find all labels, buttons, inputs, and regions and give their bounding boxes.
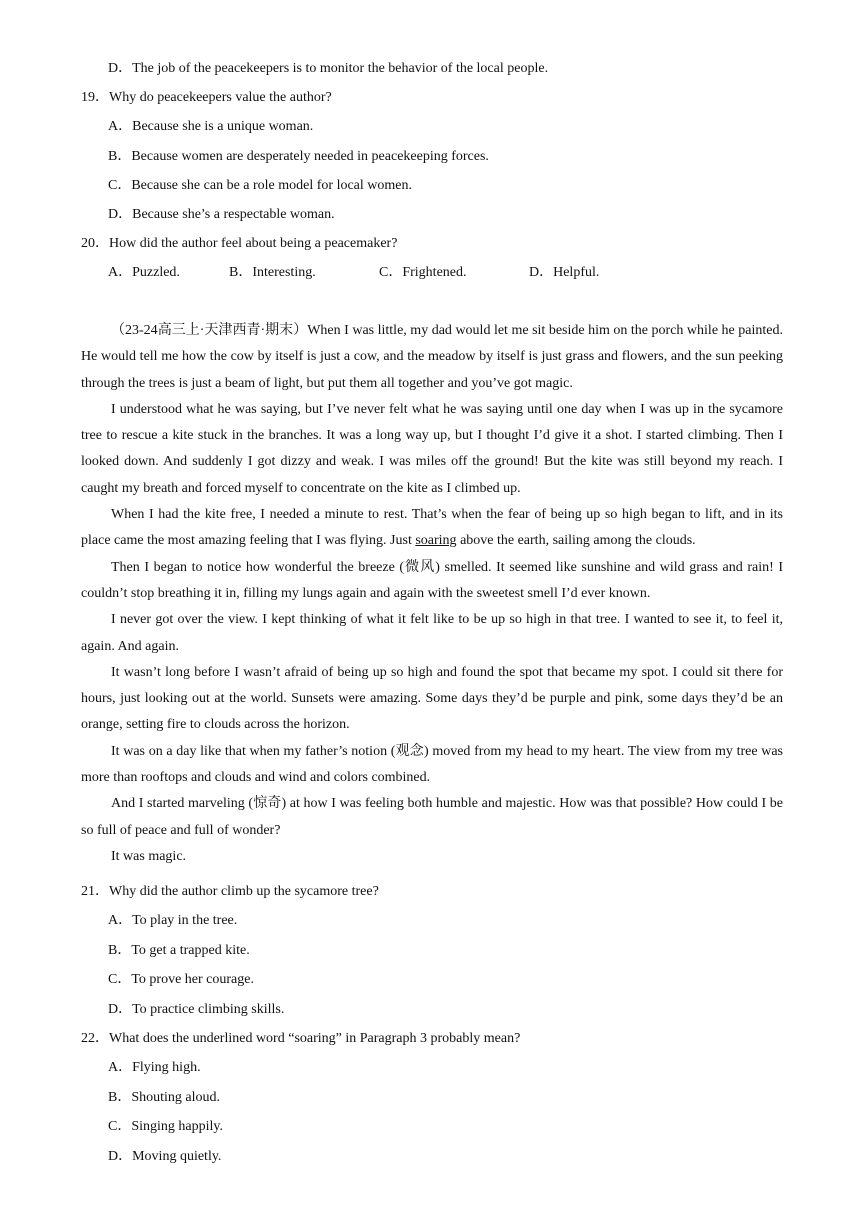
passage-paragraph-8: And I started marveling (惊奇) at how I was feeling both humble and majestic. How was that possible? How could I be so full of peace and full of wonder? — [81, 796, 783, 838]
passage-paragraph-2: I understood what he was saying, but I’ve never felt what he was saying until one day when I was up in the sycamore tree to rescue a kite stuck in the branches. It was a long way up, but I thought I’d give it a shot. I started climbing. Then I looked down. And suddenly I got dizzy and weak. I was miles off the ground! But the kite was still beyond my reach. I caught my breath and forced myself to concentrate on the kite as I climbed up. — [81, 401, 783, 496]
q20-option-a: A．Puzzled. — [108, 265, 180, 280]
q21-option-d: D．To practice climbing skills. — [108, 1002, 285, 1017]
passage-p1-text: When I was little, my dad would let me sit beside him on the porch while he painted. He would tell me how the cow by itself is just a cow, and the meadow by itself is just grass and flowers, and the sun peeking through the trees is just a beam of light, but put them all together and you’ve got magic. — [81, 323, 783, 391]
q22-option-c: C．Singing happily. — [108, 1119, 223, 1134]
q19-option-a: A．Because she is a unique woman. — [108, 119, 314, 134]
passage-paragraph-5: I never got over the view. I kept thinking of what it felt like to be up so high in that tree. I wanted to see it, to feel it, again. And again. — [81, 612, 783, 654]
q21-question: 21．Why did the author climb up the sycamore tree? — [81, 884, 379, 899]
p3-text-after: above the earth, sailing among the clouds. — [456, 533, 696, 549]
passage-paragraph-9: It was magic. — [111, 848, 187, 864]
q22-question: 22．What does the underlined word “soaring” in Paragraph 3 probably mean? — [81, 1031, 521, 1046]
q20-option-d: D．Helpful. — [529, 265, 600, 280]
underlined-word-soaring: soaring — [415, 533, 457, 549]
q19-option-d: D．Because she’s a respectable woman. — [108, 207, 335, 222]
passage-paragraph-3 — [81, 502, 783, 555]
q22-option-b: B．Shouting aloud. — [108, 1090, 221, 1105]
reading-passage — [81, 318, 783, 870]
q20-options — [108, 264, 599, 282]
q19-question: 19．Why do peacekeepers value the author? — [81, 90, 332, 105]
q20-option-c: C．Frightened. — [379, 265, 467, 280]
q19-option-c: C．Because she can be a role model for local women. — [108, 178, 413, 193]
q21-option-a: A．To play in the tree. — [108, 913, 238, 928]
q21-option-c: C．To prove her courage. — [108, 972, 254, 987]
q22-option-d: D．Moving quietly. — [108, 1149, 222, 1164]
q20-option-b: B．Interesting. — [229, 265, 316, 280]
q19-option-b: B．Because women are desperately needed in peacekeeping forces. — [108, 149, 489, 164]
q20-question: 20．How did the author feel about being a peacemaker? — [81, 236, 398, 251]
q21-option-b: B．To get a trapped kite. — [108, 943, 250, 958]
q22-option-a: A．Flying high. — [108, 1060, 201, 1075]
passage-paragraph-4: Then I began to notice how wonderful the breeze (微风) smelled. It seemed like sunshine and wild grass and rain! I couldn’t stop breathing it in, filling my lungs again and again with the sweetest smell I’d ever known. — [81, 559, 783, 601]
passage-paragraph-1 — [81, 318, 783, 397]
passage-paragraph-7: It was on a day like that when my father’s notion (观念) moved from my head to my heart. The view from my tree was more than rooftops and clouds and wind and colors combined. — [81, 743, 783, 786]
q18-option-d: D．The job of the peacekeepers is to monitor the behavior of the local people. — [108, 61, 549, 76]
p3-text-before: When I had the kite free, I needed a minute to rest. That’s when the fear of being up so high began to lift, and in its place came the most amazing feeling that I was flying. Just — [81, 507, 783, 549]
passage-source: （23-24高三上·天津西青·期末） — [111, 323, 308, 338]
passage-paragraph-6: It wasn’t long before I wasn’t afraid of being up so high and found the spot that became my spot. I could sit there for hours, just looking out at the world. Sunsets were amazing. Some days they’d be purple and pink, some days they’d be an orange, setting fire to clouds across the horizon. — [81, 664, 783, 733]
